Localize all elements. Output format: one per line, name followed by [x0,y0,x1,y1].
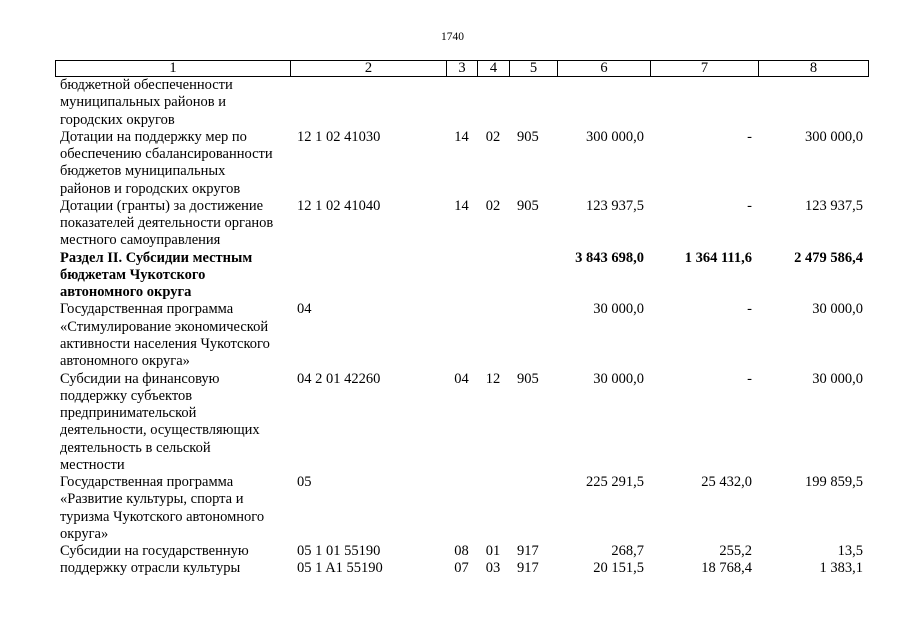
cell-c4 [477,422,509,439]
cell-c6 [557,94,650,111]
table-line [55,388,869,405]
cell-c7: - [747,370,752,387]
cell-c2 [290,336,446,353]
table-line [55,198,869,215]
cell-c4: 02 [485,197,501,214]
cell-c2 [290,284,446,301]
cell-c3 [446,440,477,457]
table-line [55,112,869,129]
cell-c3 [446,336,477,353]
cell-c6 [557,353,650,370]
cell-c8 [758,267,869,284]
table-line [55,215,869,232]
cell-c8: 2 479 586,4 [794,249,863,266]
cell-c4: 01 [485,543,501,560]
table-line [55,371,869,388]
cell-c7 [650,353,758,370]
cell-c5 [509,509,557,526]
row-name-line: поддержку отрасли культуры [60,560,241,577]
table-line [55,422,869,439]
cell-c4: 03 [485,560,501,577]
cell-c8 [758,77,869,94]
cell-c2 [290,94,446,111]
row-name-line: муниципальных районов и [60,94,226,111]
cell-c6 [557,77,650,94]
cell-c7 [650,215,758,232]
table-line [55,457,869,474]
table-row [55,198,869,250]
cell-c3 [446,250,477,267]
cell-c7 [650,146,758,163]
row-name-line: местного самоуправления [60,232,221,249]
cell-c2 [290,181,446,198]
table-line [55,163,869,180]
cell-c2 [290,422,446,439]
row-name-line: поддержку субъектов [60,387,193,404]
cell-c2: 12 1 02 41030 [297,128,381,145]
cell-c3 [446,267,477,284]
cell-c7 [650,336,758,353]
cell-c6 [557,491,650,508]
cell-c3 [446,301,477,318]
row-name-line: бюджетам Чукотского [60,266,206,283]
row-name-line: деятельность в сельской [60,439,211,456]
row-name-line: городских округов [60,111,175,128]
cell-c7 [650,405,758,422]
cell-c2 [290,440,446,457]
row-name-line: деятельности, осуществляющих [60,422,260,439]
cell-c4 [477,146,509,163]
cell-c3 [446,491,477,508]
cell-c5 [509,422,557,439]
row-name-line: Дотации (гранты) за достижение [60,197,264,214]
cell-c3 [446,457,477,474]
cell-c7 [650,457,758,474]
cell-c8 [758,336,869,353]
row-name-line: бюджетов муниципальных [60,163,226,180]
cell-c3 [446,422,477,439]
cell-c2 [290,457,446,474]
table-line [55,509,869,526]
row-name-line: автономного округа» [60,353,190,370]
cell-c3 [446,77,477,94]
row-name-line: показателей деятельности органов [60,215,274,232]
cell-c2: 04 [297,301,312,318]
cell-c7 [650,77,758,94]
cell-c4 [477,474,509,491]
cell-c7: 25 432,0 [701,474,752,491]
cell-c7 [650,388,758,405]
cell-c3 [446,146,477,163]
row-name-line: «Стимулирование экономической [60,318,269,335]
cell-c2 [290,388,446,405]
table-line [55,77,869,94]
cell-c6: 30 000,0 [593,301,644,318]
cell-c2 [290,491,446,508]
cell-c8: 30 000,0 [812,301,863,318]
cell-c2 [290,353,446,370]
row-name-line: автономного округа [60,284,192,301]
row-name-line: Государственная программа [60,474,234,491]
cell-c2: 05 [297,474,312,491]
row-name-line: районов и городских округов [60,180,241,197]
cell-c2 [290,250,446,267]
cell-c3 [446,163,477,180]
cell-c5 [509,77,557,94]
row-name-line: Раздел II. Субсидии местным [60,249,253,266]
cell-c2 [290,526,446,543]
cell-c8 [758,215,869,232]
row-name-line: обеспечению сбалансированности [60,146,273,163]
cell-c2 [290,405,446,422]
row-name-line: округа» [60,525,109,542]
cell-c5 [509,232,557,249]
cell-c4 [477,388,509,405]
cell-c5 [509,319,557,336]
row-name-line: «Развитие культуры, спорта и [60,491,244,508]
cell-c4 [477,353,509,370]
cell-c5 [509,267,557,284]
cell-c5: 905 [517,128,539,145]
cell-c4: 12 [485,370,501,387]
header-cell-5: 5 [509,60,557,77]
cell-c4 [477,509,509,526]
cell-c4 [477,491,509,508]
cell-c7 [650,181,758,198]
cell-c6 [557,284,650,301]
cell-c7 [650,526,758,543]
cell-c8 [758,146,869,163]
cell-c3: 14 [454,128,469,145]
table-line [55,301,869,318]
table-line [55,250,869,267]
cell-c5 [509,94,557,111]
cell-c5 [509,388,557,405]
cell-c5 [509,301,557,318]
cell-c8 [758,163,869,180]
cell-c6 [557,526,650,543]
cell-c5 [509,353,557,370]
cell-c8 [758,319,869,336]
cell-c6 [557,457,650,474]
table-row [55,129,869,198]
cell-c6 [557,112,650,129]
cell-c6 [557,319,650,336]
table-row [55,474,869,543]
cell-c5: 905 [517,370,539,387]
cell-c8 [758,284,869,301]
cell-c5 [509,112,557,129]
cell-c6 [557,215,650,232]
cell-c5 [509,250,557,267]
cell-c3 [446,319,477,336]
cell-c4 [477,215,509,232]
cell-c7 [650,284,758,301]
header-cell-8: 8 [758,60,869,77]
cell-c6: 20 151,5 [593,560,644,577]
cell-c4 [477,284,509,301]
cell-c4 [477,405,509,422]
table-line [55,491,869,508]
cell-c4 [477,267,509,284]
cell-c3 [446,112,477,129]
header-cell-1: 1 [55,60,290,77]
cell-c6 [557,509,650,526]
section-row [55,250,869,302]
row-name-line: активности населения Чукотского [60,335,270,352]
header-cell-2: 2 [290,60,446,77]
table-line [55,232,869,249]
cell-c5 [509,405,557,422]
cell-c8 [758,509,869,526]
header-cell-6: 6 [557,60,650,77]
table-line [55,405,869,422]
table-line [55,440,869,457]
cell-c4 [477,440,509,457]
table-line [55,181,869,198]
table-row [55,543,869,578]
cell-c2 [290,112,446,129]
header-cell-7: 7 [650,60,758,77]
cell-c6: 30 000,0 [593,370,644,387]
table-line [55,319,869,336]
table-line [55,560,869,577]
cell-c7 [650,163,758,180]
cell-c5 [509,440,557,457]
table-line [55,146,869,163]
cell-c6 [557,440,650,457]
cell-c8: 1 383,1 [819,560,863,577]
cell-c5: 905 [517,197,539,214]
cell-c6: 225 291,5 [586,474,644,491]
row-name-line: бюджетной обеспеченности [60,77,233,93]
cell-c8 [758,422,869,439]
cell-c6 [557,163,650,180]
cell-c6 [557,405,650,422]
cell-c4: 02 [485,128,501,145]
cell-c3 [446,232,477,249]
cell-c2 [290,509,446,526]
cell-c2 [290,77,446,94]
cell-c4 [477,319,509,336]
cell-c7: 18 768,4 [701,560,752,577]
cell-c5: 917 [517,543,539,560]
cell-c4 [477,163,509,180]
cell-c7 [650,267,758,284]
cell-c6: 268,7 [611,543,644,560]
table-line [55,543,869,560]
cell-c6 [557,267,650,284]
cell-c2 [290,232,446,249]
cell-c5: 917 [517,560,539,577]
cell-c5 [509,215,557,232]
cell-c4 [477,77,509,94]
cell-c4 [477,112,509,129]
row-name-line: Дотации на поддержку мер по [60,128,247,145]
table-line [55,267,869,284]
cell-c3 [446,509,477,526]
table-line [55,336,869,353]
cell-c8: 123 937,5 [805,197,863,214]
cell-c7 [650,440,758,457]
cell-c5 [509,146,557,163]
cell-c3 [446,215,477,232]
cell-c6 [557,336,650,353]
cell-c5 [509,181,557,198]
cell-c5 [509,491,557,508]
cell-c7 [650,509,758,526]
page-number: 1740 [441,31,464,43]
table-body [55,77,869,578]
cell-c7: - [747,301,752,318]
cell-c6: 3 843 698,0 [575,249,644,266]
table-row [55,371,869,475]
row-name-line: туризма Чукотского автономного [60,508,265,525]
cell-c3 [446,94,477,111]
cell-c8 [758,353,869,370]
cell-c5 [509,526,557,543]
cell-c7: - [747,128,752,145]
cell-c7: 1 364 111,6 [684,249,752,266]
cell-c2: 04 2 01 42260 [297,370,381,387]
cell-c7 [650,491,758,508]
table-row [55,77,869,129]
cell-c8 [758,181,869,198]
table-line [55,94,869,111]
cell-c7 [650,112,758,129]
header-cell-4: 4 [477,60,509,77]
cell-c3 [446,405,477,422]
cell-c2 [290,163,446,180]
cell-c6: 300 000,0 [586,128,644,145]
cell-c6 [557,388,650,405]
cell-c3 [446,353,477,370]
cell-c6 [557,232,650,249]
table-line [55,284,869,301]
cell-c6 [557,181,650,198]
cell-c8: 30 000,0 [812,370,863,387]
table-line [55,474,869,491]
cell-c2 [290,319,446,336]
cell-c4 [477,232,509,249]
cell-c4 [477,94,509,111]
cell-c3 [446,526,477,543]
cell-c2 [290,215,446,232]
cell-c6 [557,422,650,439]
cell-c4 [477,250,509,267]
cell-c7: 255,2 [719,543,752,560]
cell-c5 [509,457,557,474]
cell-c7 [650,319,758,336]
cell-c8 [758,388,869,405]
cell-c7 [650,232,758,249]
cell-c4 [477,336,509,353]
cell-c2: 12 1 02 41040 [297,197,381,214]
table-row [55,301,869,370]
cell-c3 [446,284,477,301]
cell-c7 [650,422,758,439]
cell-c5 [509,163,557,180]
row-name-line: Субсидии на финансовую [60,370,220,387]
cell-c4 [477,301,509,318]
cell-c8 [758,491,869,508]
cell-c8 [758,405,869,422]
table-line [55,526,869,543]
header-cell-3: 3 [446,60,477,77]
row-name-line: Субсидии на государственную [60,543,249,560]
table-line [55,353,869,370]
cell-c3 [446,181,477,198]
cell-c5 [509,284,557,301]
cell-c8: 13,5 [837,543,863,560]
cell-c8: 199 859,5 [805,474,863,491]
cell-c8 [758,94,869,111]
cell-c3 [446,388,477,405]
row-name-line: предпринимательской [60,405,197,422]
row-name-line: Государственная программа [60,301,234,318]
cell-c4 [477,181,509,198]
cell-c2 [290,146,446,163]
cell-c8 [758,112,869,129]
cell-c5 [509,474,557,491]
cell-c4 [477,457,509,474]
row-name-line: местности [60,456,125,473]
cell-c8 [758,232,869,249]
cell-c3 [446,474,477,491]
table-line [55,129,869,146]
cell-c6 [557,146,650,163]
cell-c7: - [747,197,752,214]
cell-c2: 05 1 A1 55190 [297,560,383,577]
cell-c7 [650,94,758,111]
cell-c3: 07 [454,560,469,577]
cell-c3: 14 [454,197,469,214]
cell-c8 [758,440,869,457]
cell-c2: 05 1 01 55190 [297,543,381,560]
cell-c2 [290,267,446,284]
cell-c5 [509,336,557,353]
cell-c3: 08 [454,543,469,560]
cell-c4 [477,526,509,543]
table-header-row [55,60,869,77]
cell-c8: 300 000,0 [805,128,863,145]
cell-c8 [758,526,869,543]
cell-c8 [758,457,869,474]
cell-c6: 123 937,5 [586,197,644,214]
cell-c3: 04 [454,370,469,387]
